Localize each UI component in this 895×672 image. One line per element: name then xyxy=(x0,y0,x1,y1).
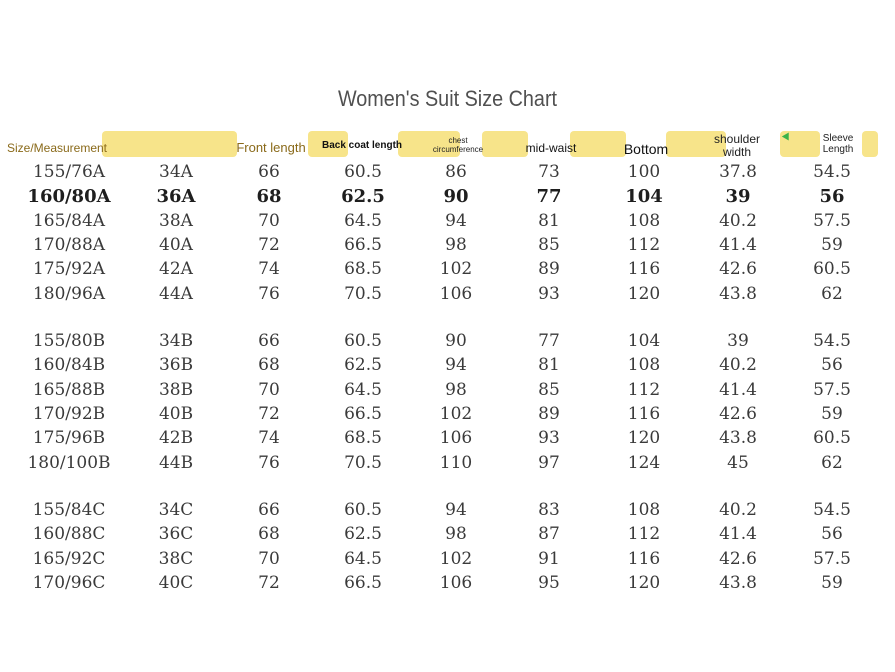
cell-chest: 90 xyxy=(445,331,467,351)
cell-shoulder: 40.2 xyxy=(719,500,757,520)
cell-front: 72 xyxy=(258,234,280,255)
cell-code: 44A xyxy=(159,283,193,304)
cell-chest: 106 xyxy=(439,428,473,449)
cell-front: 72 xyxy=(258,403,280,424)
cell-bottom: 104 xyxy=(627,331,661,351)
cell-front: 66 xyxy=(258,162,280,182)
cell-front: 66 xyxy=(258,331,280,351)
cell-chest: 102 xyxy=(439,548,473,569)
cell-size: 160/80A xyxy=(27,186,111,208)
cell-chest: 98 xyxy=(445,234,467,255)
cell-size: 165/92C xyxy=(32,548,106,569)
cell-sleeve: 62 xyxy=(821,283,843,304)
cell-back: 68.5 xyxy=(344,428,382,449)
table-row xyxy=(0,186,895,210)
table-row xyxy=(0,524,895,548)
table-row xyxy=(0,380,895,404)
cell-chest: 98 xyxy=(445,379,467,400)
cell-bottom: 116 xyxy=(627,403,661,424)
cell-back: 70.5 xyxy=(344,283,382,304)
cell-front: 68 xyxy=(258,355,280,376)
cell-bottom: 116 xyxy=(627,548,661,569)
cell-bottom: 100 xyxy=(627,162,661,182)
cell-shoulder: 43.8 xyxy=(719,428,757,449)
header-chest: chest circumference xyxy=(432,136,484,154)
cell-waist: 81 xyxy=(538,355,560,376)
cell-waist: 77 xyxy=(538,331,560,351)
table-row xyxy=(0,573,895,597)
cell-bottom: 120 xyxy=(627,572,661,593)
cell-sleeve: 54.5 xyxy=(813,331,851,351)
cell-code: 42B xyxy=(158,428,194,449)
cell-bottom: 116 xyxy=(627,259,661,280)
cell-shoulder: 45 xyxy=(727,452,749,473)
cell-bottom: 124 xyxy=(627,452,661,473)
cell-size: 180/100B xyxy=(27,452,111,473)
cell-front: 72 xyxy=(258,572,280,593)
cell-waist: 81 xyxy=(538,210,560,231)
cell-code: 40B xyxy=(158,403,194,424)
cell-size: 155/80B xyxy=(32,331,106,351)
cell-code: 40A xyxy=(159,234,193,255)
table-row xyxy=(0,355,895,379)
cell-sleeve: 56 xyxy=(819,186,845,208)
cell-size: 165/84A xyxy=(32,210,106,231)
cell-waist: 93 xyxy=(538,428,560,449)
cell-shoulder: 39 xyxy=(725,186,751,208)
cell-bottom: 104 xyxy=(625,186,663,208)
cell-bottom: 108 xyxy=(627,500,661,520)
cell-back: 70.5 xyxy=(344,452,382,473)
cell-code: 38B xyxy=(158,379,194,400)
cell-back: 64.5 xyxy=(344,548,382,569)
cell-sleeve: 60.5 xyxy=(813,428,851,449)
table-row xyxy=(0,235,895,259)
table-row xyxy=(0,211,895,235)
cell-size: 155/84C xyxy=(32,500,106,520)
header-mid-waist: mid-waist xyxy=(525,141,577,155)
cell-front: 76 xyxy=(258,452,280,473)
header-front-length: Front length xyxy=(236,140,306,155)
cell-front: 76 xyxy=(258,283,280,304)
cell-waist: 89 xyxy=(538,403,560,424)
cell-bottom: 108 xyxy=(627,355,661,376)
cell-sleeve: 56 xyxy=(821,524,843,545)
cell-code: 36C xyxy=(158,524,194,545)
cell-size: 170/88A xyxy=(32,234,106,255)
cell-shoulder: 41.4 xyxy=(719,379,757,400)
cell-shoulder: 41.4 xyxy=(719,234,757,255)
cell-back: 62.5 xyxy=(344,355,382,376)
header-highlight xyxy=(862,131,878,157)
cell-chest: 90 xyxy=(443,186,469,208)
cell-waist: 89 xyxy=(538,259,560,280)
cell-sleeve: 56 xyxy=(821,355,843,376)
header-highlight xyxy=(570,131,626,157)
cell-shoulder: 42.6 xyxy=(719,259,757,280)
cell-waist: 73 xyxy=(538,162,560,182)
cell-sleeve: 59 xyxy=(821,234,843,255)
cell-front: 74 xyxy=(258,259,280,280)
table-row xyxy=(0,162,895,186)
header-back-length: Back coat length xyxy=(321,140,403,151)
cell-sleeve: 54.5 xyxy=(813,500,851,520)
cell-front: 66 xyxy=(258,500,280,520)
cell-front: 68 xyxy=(256,186,282,208)
header-size: Size/Measurement xyxy=(6,141,108,155)
cell-waist: 83 xyxy=(538,500,560,520)
cell-sleeve: 57.5 xyxy=(813,210,851,231)
cell-waist: 97 xyxy=(538,452,560,473)
cell-back: 64.5 xyxy=(344,210,382,231)
cell-front: 74 xyxy=(258,428,280,449)
cell-chest: 94 xyxy=(445,500,467,520)
cell-bottom: 120 xyxy=(627,283,661,304)
cell-back: 66.5 xyxy=(344,403,382,424)
table-row xyxy=(0,259,895,283)
cell-waist: 85 xyxy=(538,379,560,400)
cell-shoulder: 40.2 xyxy=(719,210,757,231)
cell-bottom: 112 xyxy=(627,379,661,400)
table-row xyxy=(0,284,895,308)
cell-code: 44B xyxy=(158,452,194,473)
cell-sleeve: 62 xyxy=(821,452,843,473)
table-row xyxy=(0,404,895,428)
cell-size: 175/92A xyxy=(32,259,106,280)
cell-chest: 110 xyxy=(439,452,473,473)
cell-bottom: 112 xyxy=(627,234,661,255)
cell-code: 38A xyxy=(159,210,193,231)
cell-sleeve: 54.5 xyxy=(813,162,851,182)
cell-sleeve: 59 xyxy=(821,572,843,593)
cell-shoulder: 43.8 xyxy=(719,572,757,593)
cell-size: 155/76A xyxy=(32,162,106,182)
cell-size: 160/84B xyxy=(32,355,106,376)
cell-waist: 87 xyxy=(538,524,560,545)
cell-back: 68.5 xyxy=(344,259,382,280)
cell-front: 70 xyxy=(258,548,280,569)
table-row xyxy=(0,500,895,524)
cell-chest: 106 xyxy=(439,572,473,593)
cell-chest: 94 xyxy=(445,210,467,231)
cell-bottom: 108 xyxy=(627,210,661,231)
header-bottom: Bottom xyxy=(623,141,669,157)
cell-code: 36B xyxy=(158,355,194,376)
cell-front: 68 xyxy=(258,524,280,545)
cell-shoulder: 43.8 xyxy=(719,283,757,304)
cell-back: 64.5 xyxy=(344,379,382,400)
cell-waist: 93 xyxy=(538,283,560,304)
cell-shoulder: 41.4 xyxy=(719,524,757,545)
cell-sleeve: 60.5 xyxy=(813,259,851,280)
cell-code: 34A xyxy=(159,162,193,182)
cell-size: 170/96C xyxy=(32,572,106,593)
cell-back: 62.5 xyxy=(344,524,382,545)
page-title: Women's Suit Size Chart xyxy=(337,86,558,111)
cell-sleeve: 57.5 xyxy=(813,548,851,569)
cell-bottom: 120 xyxy=(627,428,661,449)
cell-sleeve: 59 xyxy=(821,403,843,424)
cell-code: 36A xyxy=(156,186,196,208)
cell-chest: 98 xyxy=(445,524,467,545)
cell-chest: 86 xyxy=(445,162,467,182)
cell-chest: 94 xyxy=(445,355,467,376)
cell-back: 66.5 xyxy=(344,234,382,255)
cell-bottom: 112 xyxy=(627,524,661,545)
cell-size: 175/96B xyxy=(32,428,106,449)
cell-front: 70 xyxy=(258,210,280,231)
cell-back: 66.5 xyxy=(344,572,382,593)
header-sleeve: Sleeve Length xyxy=(822,133,854,155)
cell-back: 60.5 xyxy=(344,162,382,182)
cell-size: 180/96A xyxy=(32,283,106,304)
cell-back: 60.5 xyxy=(344,331,382,351)
table-row xyxy=(0,428,895,452)
cell-code: 42A xyxy=(159,259,193,280)
table-row xyxy=(0,453,895,477)
cell-shoulder: 42.6 xyxy=(719,403,757,424)
cell-size: 165/88B xyxy=(32,379,106,400)
cell-waist: 77 xyxy=(536,186,562,208)
cell-back: 60.5 xyxy=(344,500,382,520)
table-row xyxy=(0,549,895,573)
cell-shoulder: 40.2 xyxy=(719,355,757,376)
cell-shoulder: 42.6 xyxy=(719,548,757,569)
cell-shoulder: 39 xyxy=(727,331,749,351)
cell-chest: 102 xyxy=(439,259,473,280)
cell-chest: 102 xyxy=(439,403,473,424)
cell-chest: 106 xyxy=(439,283,473,304)
cell-size: 160/88C xyxy=(32,524,106,545)
cell-code: 38C xyxy=(158,548,194,569)
cell-waist: 91 xyxy=(538,548,560,569)
cell-code: 34B xyxy=(158,331,194,351)
cell-waist: 95 xyxy=(538,572,560,593)
header-highlight xyxy=(102,131,237,157)
header-highlight xyxy=(482,131,528,157)
table-row xyxy=(0,331,895,355)
cell-code: 40C xyxy=(158,572,194,593)
cell-front: 70 xyxy=(258,379,280,400)
cell-sleeve: 57.5 xyxy=(813,379,851,400)
cell-code: 34C xyxy=(158,500,194,520)
cell-shoulder: 37.8 xyxy=(719,162,757,182)
cell-size: 170/92B xyxy=(32,403,106,424)
header-shoulder: shoulder width xyxy=(713,132,761,160)
cell-waist: 85 xyxy=(538,234,560,255)
cell-back: 62.5 xyxy=(341,186,385,208)
